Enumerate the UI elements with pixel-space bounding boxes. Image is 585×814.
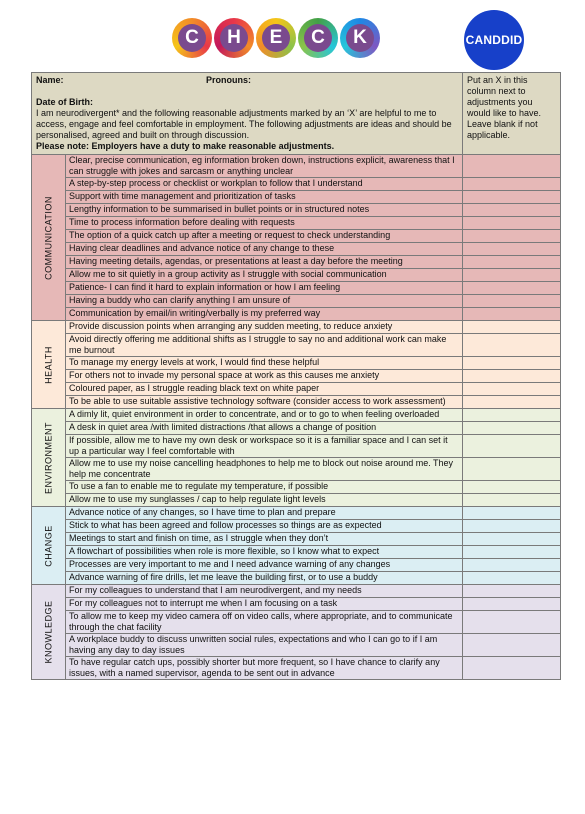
adjustment-row [32,422,561,435]
section-label-cell [32,507,66,585]
page-header [0,0,585,70]
logo-letter-text: C [178,24,206,52]
adjustment-text: Advance warning of fire drills, let me leave the building first, or to use a buddy [66,572,463,585]
adjustment-text: To manage my energy levels at work, I would find these helpful [66,357,463,370]
adjustment-text: A workplace buddy to discuss unwritten social rules, expectations and who I can go to if I am having any day to day issues [66,634,463,657]
selection-cell[interactable] [463,269,561,282]
selection-cell[interactable] [463,230,561,243]
selection-cell[interactable] [463,657,561,680]
adjustment-row [32,520,561,533]
logo-letter-text: K [346,24,374,52]
section-label-cell [32,409,66,507]
selection-cell[interactable] [463,191,561,204]
adjustment-text: Communication by email/in writing/verbally is my preferred way [66,308,463,321]
adjustment-row [32,559,561,572]
adjustment-row [32,409,561,422]
adjustment-row [32,634,561,657]
adjustment-text: Provide discussion points when arranging any sudden meeting, to reduce anxiety [66,321,463,334]
selection-cell[interactable] [463,520,561,533]
adjustment-text: Avoid directly offering me additional shifts as I struggle to say no and additional work can make me burnout [66,334,463,357]
selection-cell[interactable] [463,458,561,481]
selection-cell[interactable] [463,383,561,396]
adjustment-text: Allow me to use my noise cancelling headphones to help me to block out noise around me. They help me concentrate [66,458,463,481]
selection-cell[interactable] [463,585,561,598]
adjustment-text: For my colleagues to understand that I am neurodivergent, and my needs [66,585,463,598]
adjustment-text: Having clear deadlines and advance notice of any change to these [66,243,463,256]
logo-letter-h [214,18,254,58]
selection-cell[interactable] [463,308,561,321]
section-label-cell [32,585,66,680]
adjustment-text: Having a buddy who can clarify anything I am unsure of [66,295,463,308]
section-label: HEALTH [43,345,53,384]
adjustment-text: Clear, precise communication, eg information broken down, instructions explicit, awareness that I can struggle with jokes and sarcasm or anything unclear [66,155,463,178]
name-label: Name: [36,75,64,85]
adjustment-row [32,572,561,585]
adjustment-text: To allow me to keep my video camera off on video calls, where appropriate, and to communicate through the chat facility [66,611,463,634]
adjustment-row [32,383,561,396]
adjustment-text: Support with time management and prioritization of tasks [66,191,463,204]
selection-cell[interactable] [463,396,561,409]
adjustment-text: Coloured paper, as I struggle reading black text on white paper [66,383,463,396]
selection-cell[interactable] [463,507,561,520]
adjustment-row [32,611,561,634]
adjustment-text: To be able to use suitable assistive technology software (consider access to work assessment) [66,396,463,409]
adjustment-row [32,435,561,458]
adjustment-row [32,458,561,481]
adjustment-text: Stick to what has been agreed and follow processes so things are as expected [66,520,463,533]
adjustment-row [32,494,561,507]
adjustment-row [32,533,561,546]
selection-cell[interactable] [463,217,561,230]
adjustment-row [32,282,561,295]
logo-letter-text: H [220,24,248,52]
adjustment-text: Allow me to sit quietly in a group activity as I struggle with social communication [66,269,463,282]
selection-cell[interactable] [463,256,561,269]
adjustment-row [32,546,561,559]
adjustment-row [32,481,561,494]
selection-cell[interactable] [463,357,561,370]
section-label: ENVIRONMENT [43,421,53,494]
selection-cell[interactable] [463,321,561,334]
logo-letter-text: C [304,24,332,52]
name-pronouns-line [36,75,458,86]
adjustment-row [32,295,561,308]
logo-letter-text: E [262,24,290,52]
adjustment-row [32,155,561,178]
selection-cell[interactable] [463,370,561,383]
adjustment-row [32,308,561,321]
selection-cell[interactable] [463,572,561,585]
instructions-cell: Put an X in this column next to adjustments you would like to have. Leave blank if not applicable. [463,73,561,155]
selection-cell[interactable] [463,282,561,295]
adjustment-row [32,204,561,217]
selection-cell[interactable] [463,494,561,507]
adjustment-row [32,585,561,598]
adjustment-row [32,370,561,383]
selection-cell[interactable] [463,178,561,191]
adjustment-text: A flowchart of possibilities when role is more flexible, so I know what to expect [66,546,463,559]
adjustment-text: Time to process information before dealing with requests [66,217,463,230]
adjustment-text: A step-by-step process or checklist or workplan to follow that I understand [66,178,463,191]
logo-letter-k [340,18,380,58]
selection-cell[interactable] [463,634,561,657]
selection-cell[interactable] [463,155,561,178]
selection-cell[interactable] [463,422,561,435]
section-label: KNOWLEDGE [43,600,53,664]
adjustment-text: If possible, allow me to have my own desk or workspace so it is a familiar space and I can set it up a particular way I feel comfortable with [66,435,463,458]
adjustment-row [32,321,561,334]
selection-cell[interactable] [463,598,561,611]
section-label: COMMUNICATION [43,195,53,280]
adjustment-text: Meetings to start and finish on time, as I struggle when they don’t [66,533,463,546]
adjustment-text: A desk in quiet area /with limited distractions /that allows a change of position [66,422,463,435]
selection-cell[interactable] [463,295,561,308]
selection-cell[interactable] [463,334,561,357]
adjustment-text: Allow me to use my sunglasses / cap to help regulate light levels [66,494,463,507]
selection-cell[interactable] [463,611,561,634]
adjustment-text: Processes are very important to me and I need advance warning of any changes [66,559,463,572]
adjustment-row [32,230,561,243]
duty-note: Please note: Employers have a duty to make reasonable adjustments. [36,141,335,151]
selection-cell[interactable] [463,559,561,572]
brand-logo: CANDDID [464,10,524,70]
adjustment-row [32,178,561,191]
dob-label: Date of Birth: [36,97,93,107]
adjustment-row [32,507,561,520]
adjustments-table [31,72,561,680]
adjustment-text: Patience- I can find it hard to explain information or how I am feeling [66,282,463,295]
selection-cell[interactable] [463,481,561,494]
adjustment-text: Having meeting details, agendas, or presentations at least a day before the meeting [66,256,463,269]
logo-letter-e [256,18,296,58]
header-row [32,73,561,155]
adjustment-text: A dimly lit, quiet environment in order to concentrate, and or to go to when feeling overloaded [66,409,463,422]
pronouns-label: Pronouns: [206,75,251,85]
adjustment-row [32,256,561,269]
adjustment-text: To have regular catch ups, possibly shorter but more frequent, so I have chance to clarify any issues, with a named supervisor, agenda to be sent out in advance [66,657,463,680]
section-label-cell [32,321,66,409]
selection-cell[interactable] [463,546,561,559]
intro-text: I am neurodivergent* and the following reasonable adjustments marked by an ‘X’ are helpful to me to access, engage and feel comfortable in employment. The following adjustments are ideas and should be personalised, agreed and built on through discussion. [36,108,452,140]
details-cell [32,73,463,155]
adjustment-text: To use a fan to enable me to regulate my temperature, if possible [66,481,463,494]
adjustment-row [32,657,561,680]
logo-letter-c [172,18,212,58]
adjustment-text: For others not to invade my personal space at work as this causes me anxiety [66,370,463,383]
adjustment-row [32,396,561,409]
selection-cell[interactable] [463,409,561,422]
section-label-cell [32,155,66,321]
adjustment-text: Lengthy information to be summarised in bullet points or in structured notes [66,204,463,217]
adjustment-row [32,357,561,370]
adjustment-row [32,217,561,230]
adjustment-row [32,334,561,357]
adjustment-row [32,269,561,282]
selection-cell[interactable] [463,204,561,217]
adjustment-row [32,598,561,611]
selection-cell[interactable] [463,435,561,458]
section-label: CHANGE [43,524,53,567]
selection-cell[interactable] [463,533,561,546]
adjustment-text: Advance notice of any changes, so I have time to plan and prepare [66,507,463,520]
logo-letter-c2 [298,18,338,58]
adjustment-text: The option of a quick catch up after a meeting or request to check understanding [66,230,463,243]
selection-cell[interactable] [463,243,561,256]
adjustment-text: For my colleagues not to interrupt me when I am focusing on a task [66,598,463,611]
adjustment-row [32,243,561,256]
adjustment-row [32,191,561,204]
